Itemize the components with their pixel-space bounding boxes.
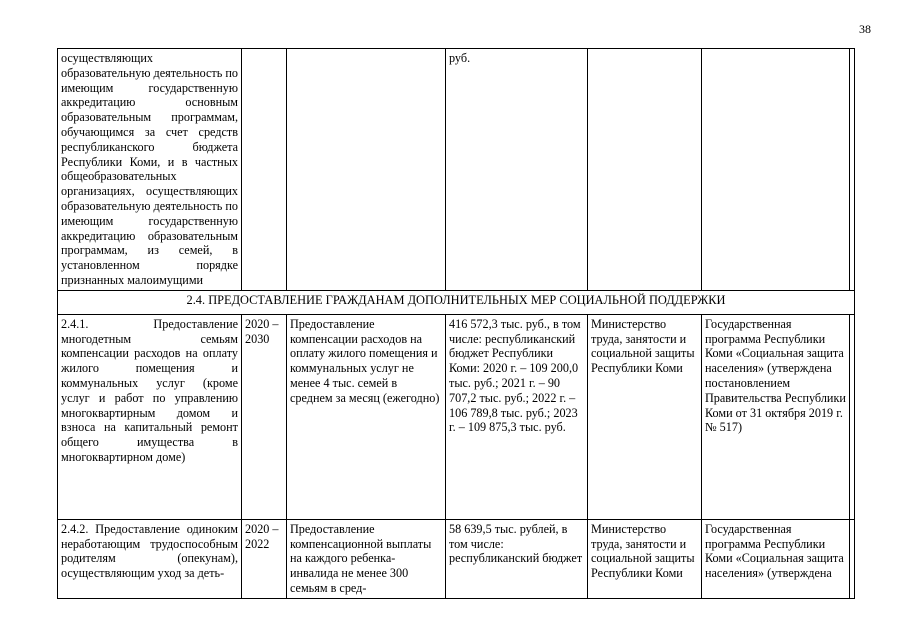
extra-cell xyxy=(850,49,855,291)
measure-name-cell: 2.4.2. Предоставление одиноким неработающим трудоспособным родителям (опекунам), осуществляющим уход за деть- xyxy=(58,519,242,598)
extra-cell xyxy=(850,314,855,519)
page-number: 38 xyxy=(859,22,871,36)
funding-cell: 58 639,5 тыс. рублей, в том числе: республиканский бюджет xyxy=(446,519,588,598)
table-row-2-4-2 xyxy=(58,519,855,598)
measure-name-cell: 2.4.1. Предоставление многодетным семьям компенсации расходов на оплату жилого помещения и коммунальных услуг (кроме услуг и работ по управлению многоквартирным домом и взноса на капитальный ремонт общего имущества в многоквартирном доме) xyxy=(58,314,242,519)
document-cell: Государственная программа Республики Коми «Социальная защита населения» (утверждена xyxy=(702,519,850,598)
period-cell xyxy=(242,49,287,291)
period-cell: 2020 – 2022 xyxy=(242,519,287,598)
funding-cell: руб. xyxy=(446,49,588,291)
document-cell: Государственная программа Республики Коми «Социальная защита населения» (утверждена постановлением Правительства Республики Коми от 31 октября 2019 г. № 517) xyxy=(702,314,850,519)
executor-cell: Министерство труда, занятости и социальной защиты Республики Коми xyxy=(588,314,702,519)
table-row-continuation xyxy=(58,49,855,291)
section-heading-row xyxy=(58,290,855,314)
measure-name-cell: осуществляющих образовательную деятельность по имеющим государственную аккредитацию основным образовательным программам, обучающимся за счет средств республиканского бюджета Республики Коми, и в частных общеобразовательных организациях, осуществляющих образовательную деятельность по имеющим государственную аккредитацию образовательным программам, из семей, в установленном порядке признанных малоимущими xyxy=(58,49,242,291)
result-cell: Предоставление компенсационной выплаты на каждого ребенка-инвалида не менее 300 семьям в сред- xyxy=(287,519,446,598)
table-row-2-4-1 xyxy=(58,314,855,519)
executor-cell xyxy=(588,49,702,291)
measures-table xyxy=(57,48,855,599)
result-cell xyxy=(287,49,446,291)
document-cell xyxy=(702,49,850,291)
extra-cell xyxy=(850,519,855,598)
period-cell: 2020 – 2030 xyxy=(242,314,287,519)
section-heading: 2.4. ПРЕДОСТАВЛЕНИЕ ГРАЖДАНАМ ДОПОЛНИТЕЛЬНЫХ МЕР СОЦИАЛЬНОЙ ПОДДЕРЖКИ xyxy=(58,290,855,314)
result-cell: Предоставление компенсации расходов на оплату жилого помещения и коммунальных услуг не менее 4 тыс. семей в среднем за месяц (ежегодно) xyxy=(287,314,446,519)
executor-cell: Министерство труда, занятости и социальной защиты Республики Коми xyxy=(588,519,702,598)
funding-cell: 416 572,3 тыс. руб., в том числе: республиканский бюджет Республики Коми: 2020 г. – 109 200,0 тыс. руб.; 2021 г. – 90 707,2 тыс. руб.; 2022 г. – 106 789,8 тыс. руб.; 2023 г. – 109 875,3 тыс. руб. xyxy=(446,314,588,519)
